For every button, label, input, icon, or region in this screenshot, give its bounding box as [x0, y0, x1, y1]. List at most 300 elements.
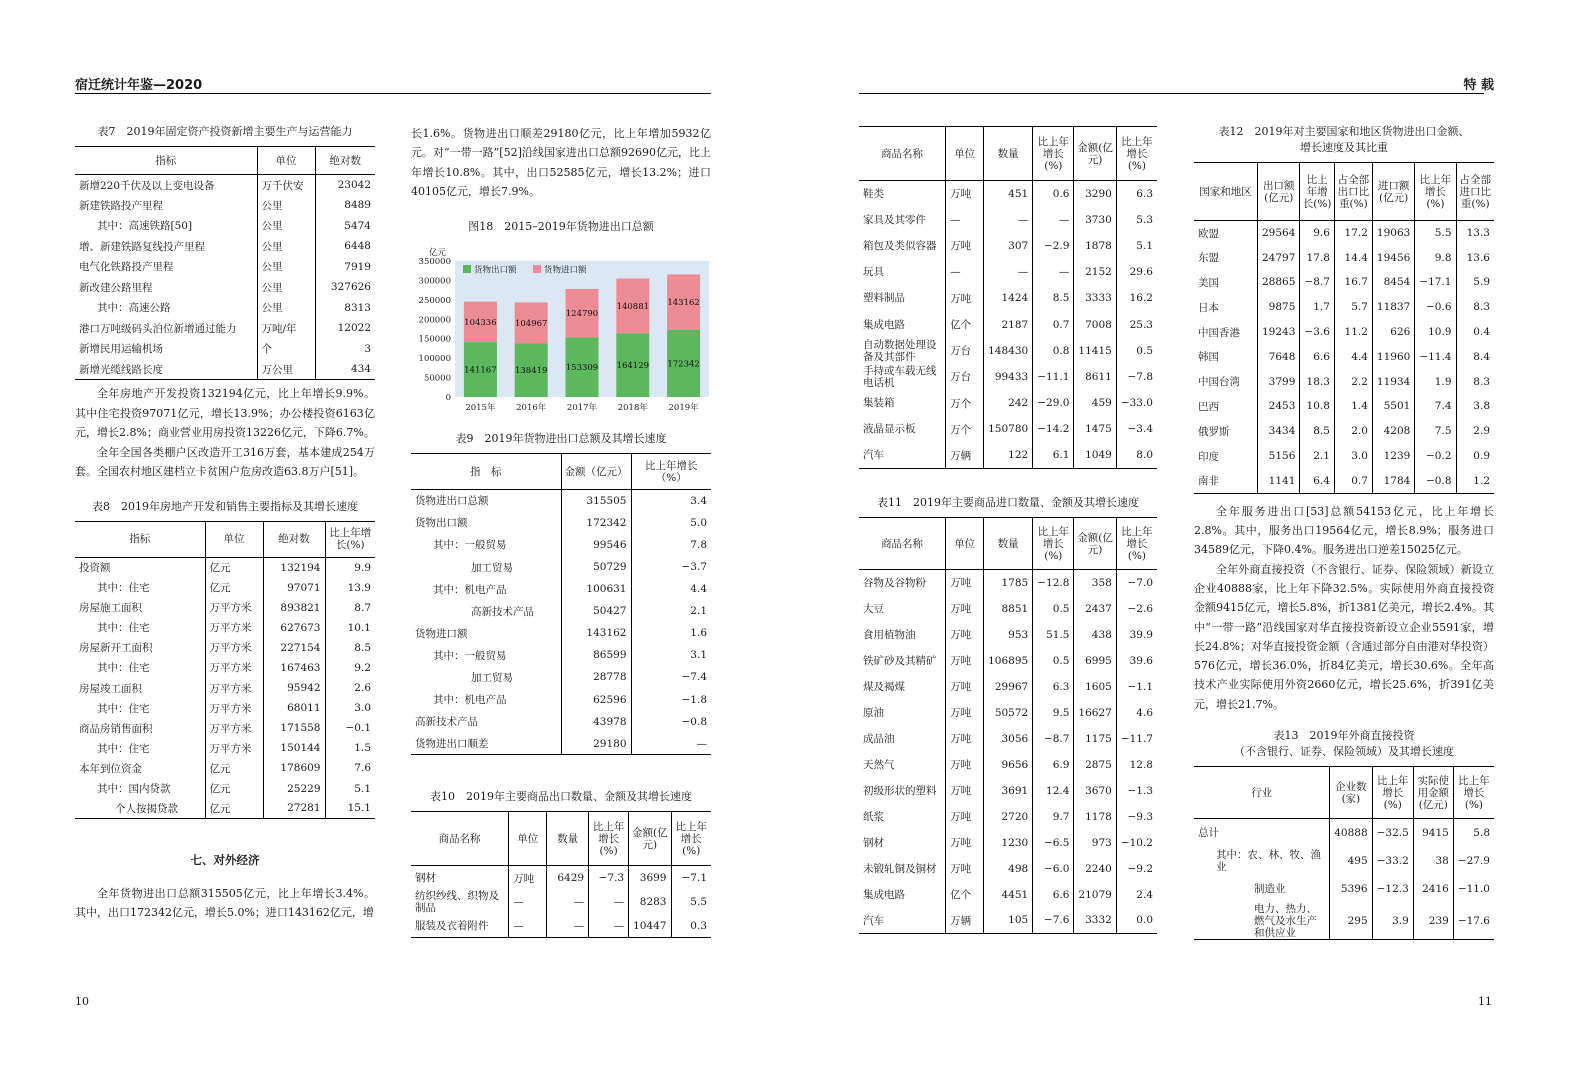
table-cell: 其中：一般贸易 [433, 649, 507, 662]
table-cell: −7.0 [1116, 570, 1157, 596]
page-number-left: 10 [75, 995, 89, 1008]
table-row [75, 799, 375, 819]
table-cell: 5.3 [1116, 207, 1157, 233]
table-cell: 巴西 [1198, 400, 1219, 413]
table-cell: 2.1 [1300, 444, 1335, 469]
table10-header: 数量 [547, 812, 589, 866]
table-cell: −0.8 [1415, 468, 1456, 493]
table-cell: 2187 [984, 311, 1033, 337]
table-cell: 货物出口额 [415, 517, 468, 530]
table-cell: 5.9 [1456, 270, 1494, 295]
table-cell: 万吨 [946, 674, 984, 700]
table-row [411, 711, 711, 733]
table-row [859, 596, 1157, 622]
table12-header: 占全部出口比重(%) [1334, 163, 1372, 221]
table-cell: 2875 [1074, 752, 1116, 778]
table-cell: 万吨 [946, 726, 984, 752]
table-cell: −33.2 [1372, 847, 1413, 875]
table10_cont-header: 数量 [984, 127, 1033, 181]
table-row [75, 758, 375, 778]
table-row [1194, 245, 1494, 270]
table-cell: 新增220千伏及以上变电设备 [79, 179, 215, 192]
table-cell: 18.3 [1300, 369, 1335, 394]
table13 [1194, 766, 1494, 940]
table-cell: 9.8 [1415, 245, 1456, 270]
table-cell: 626 [1372, 320, 1414, 345]
table-cell: 公里 [257, 216, 315, 237]
table-cell: 新建铁路投产里程 [79, 199, 163, 212]
table-cell: 日本 [1198, 301, 1219, 314]
table-cell: 汽车 [863, 914, 884, 927]
table-row [1194, 875, 1494, 903]
table10-header: 单位 [509, 812, 547, 866]
table-cell: 万平方米 [205, 618, 263, 638]
table-cell: 12.4 [1033, 778, 1074, 804]
table-cell: 17.2 [1334, 221, 1372, 246]
table-cell: 9.9 [325, 557, 375, 577]
table-cell: 40888 [1330, 819, 1372, 847]
table-cell: 万台 [946, 364, 984, 390]
table-row [859, 726, 1157, 752]
table-cell: — [509, 890, 547, 914]
table-cell: 1.5 [325, 738, 375, 758]
table-cell: 0.5 [1033, 648, 1074, 674]
table-cell: 0.4 [1456, 320, 1494, 345]
table12-header: 占全部进口比重(%) [1456, 163, 1494, 221]
table-row [859, 752, 1157, 778]
paragraph-trade-cont: 长1.6%。货物进出口顺差29180亿元，比上年增加5932亿元。对“一带一路”[52]沿线国家进出口总额92690亿元，比上年增长10.8%。其中，出口52585亿元，增长13.2%；进口40105亿元，增长7.9%。 [411, 127, 711, 198]
table-row [75, 698, 375, 718]
paragraph-services: 全年服务进出口[53]总额54153亿元，比上年增长2.8%。其中，服务出口19564亿元，增长8.9%；服务进口34589亿元，下降0.4%。服务进出口逆差15025亿元。 [1194, 504, 1494, 557]
table-row [859, 364, 1157, 390]
table-row [75, 658, 375, 678]
table-cell: 122 [984, 442, 1033, 468]
table-cell: 其中：住宅 [97, 742, 150, 755]
table11 [859, 517, 1157, 934]
table-row [1194, 320, 1494, 345]
table10-continued [859, 126, 1157, 469]
table-cell: 8489 [315, 195, 375, 216]
table-cell: 3.1 [631, 644, 711, 666]
table9-caption: 表9 2019年货物进出口总额及其增长速度 [455, 432, 667, 446]
export-data-label: 164129 [616, 361, 650, 372]
table-cell: 钢材 [863, 837, 884, 850]
table-cell: 增、新建铁路复线投产里程 [79, 240, 205, 253]
table8-header: 绝对数 [263, 521, 325, 557]
table-cell: 68011 [263, 698, 325, 718]
import-data-label: 124790 [565, 309, 599, 320]
y-tick-label: 0 [445, 393, 451, 404]
table-cell: 亿元 [205, 557, 263, 577]
table-cell: — [1033, 259, 1074, 285]
table-cell: 液晶显示板 [863, 423, 916, 436]
section-title: 七、对外经济 [190, 853, 260, 868]
table-cell: 1.2 [1456, 468, 1494, 493]
table-cell: 亿个 [946, 311, 984, 337]
table-cell: 99546 [561, 534, 631, 556]
table-cell: 8.7 [325, 598, 375, 618]
table-cell: 大豆 [863, 603, 884, 616]
table-cell: 6995 [1074, 648, 1116, 674]
table-cell: 28778 [561, 666, 631, 688]
right-column-b [1194, 124, 1494, 940]
table-cell: 495 [1330, 847, 1372, 875]
y-tick-label: 50000 [423, 373, 451, 384]
table-cell: 10.8 [1300, 394, 1335, 419]
table-cell: 1784 [1372, 468, 1414, 493]
table-cell: 自动数据处理设备及其部件 [863, 338, 937, 363]
table-cell: 万吨 [946, 570, 984, 596]
table-row [859, 259, 1157, 285]
table-cell: 天然气 [863, 759, 895, 772]
table-row [1194, 444, 1494, 469]
table-cell: 12022 [315, 318, 375, 339]
table-cell: 242 [984, 390, 1033, 416]
table-row [1194, 270, 1494, 295]
table-cell: 178609 [263, 758, 325, 778]
table-cell: 3.8 [1456, 394, 1494, 419]
table-row [75, 339, 375, 360]
table-cell: 万千伏安 [257, 175, 315, 196]
table-cell: 制造业 [1254, 882, 1286, 895]
table-cell: −6.0 [1033, 856, 1074, 882]
y-tick-label: 250000 [418, 296, 451, 307]
table-cell: 服装及衣着附件 [415, 919, 489, 932]
table-cell: 17.8 [1300, 245, 1335, 270]
table-row [859, 648, 1157, 674]
table-cell: 434 [315, 359, 375, 380]
table-row [75, 318, 375, 339]
table-cell: 0.7 [1334, 468, 1372, 493]
table-cell: 万吨 [509, 866, 547, 890]
table-cell: 电力、热力、燃气及水生产和供应业 [1254, 902, 1317, 939]
table-cell: 143162 [561, 622, 631, 644]
table-cell: 食用植物油 [863, 629, 916, 642]
table-row [1194, 903, 1494, 940]
table-cell: 2437 [1074, 596, 1116, 622]
table-cell: 初级形状的塑料 [863, 785, 937, 798]
table-cell: 39.6 [1116, 648, 1157, 674]
table-cell: 万吨 [946, 778, 984, 804]
table-cell: 2152 [1074, 259, 1116, 285]
table-cell: 8.5 [1300, 419, 1335, 444]
table-cell: −12.3 [1372, 875, 1413, 903]
table-cell: −0.2 [1415, 444, 1456, 469]
table12 [1194, 162, 1494, 494]
table-cell: 南非 [1198, 475, 1219, 488]
table8-header: 单位 [205, 521, 263, 557]
table-cell: −17.6 [1453, 903, 1494, 940]
table-cell: 其中：住宅 [97, 582, 150, 595]
table-cell: 25229 [263, 779, 325, 799]
table9-header: 金额（亿元） [561, 454, 631, 490]
table-cell: 358 [1074, 570, 1116, 596]
table-cell: 50729 [561, 556, 631, 578]
table-cell: 11415 [1074, 338, 1116, 364]
table-cell: 公里 [257, 195, 315, 216]
table-cell: 6.6 [1300, 344, 1335, 369]
table-cell: 6.1 [1033, 442, 1074, 468]
table-row [411, 534, 711, 556]
table-cell: 万吨 [946, 285, 984, 311]
page-number-right: 11 [1478, 995, 1492, 1008]
table-cell: 5.0 [631, 512, 711, 534]
table-cell: 其中：住宅 [97, 662, 150, 675]
table-cell: 5.7 [1334, 295, 1372, 320]
table-row [1194, 295, 1494, 320]
table-cell: 9.7 [1033, 804, 1074, 830]
table-cell: 1475 [1074, 416, 1116, 442]
table10_cont-header: 金额(亿元) [1074, 127, 1116, 181]
table-cell: 5.8 [1453, 819, 1494, 847]
table-cell: 公里 [257, 277, 315, 298]
table9 [411, 453, 711, 755]
table-cell: 其中：机电产品 [433, 583, 507, 596]
table-cell: 1175 [1074, 726, 1116, 752]
table-cell: 3670 [1074, 778, 1116, 804]
table-cell: 4.4 [631, 578, 711, 600]
left-column-a [75, 124, 375, 923]
table-cell: 房屋竣工面积 [79, 682, 142, 695]
table-cell: −7.1 [671, 866, 711, 890]
table-cell: −3.7 [631, 556, 711, 578]
table-cell: 11960 [1372, 344, 1414, 369]
bar-chart [411, 239, 711, 417]
table-cell: 6429 [547, 866, 589, 890]
table-cell: 7.4 [1415, 394, 1456, 419]
table-cell: 新改建公路里程 [79, 281, 153, 294]
table-cell: 万平方米 [205, 678, 263, 698]
table-cell: 0.9 [1456, 444, 1494, 469]
table-cell: 39.9 [1116, 622, 1157, 648]
table-row [859, 700, 1157, 726]
table-cell: −7.8 [1116, 364, 1157, 390]
table-cell: −7.6 [1033, 908, 1074, 934]
table-cell: 1785 [984, 570, 1033, 596]
table-cell: 29967 [984, 674, 1033, 700]
table-row [859, 390, 1157, 416]
table-cell: — [1033, 207, 1074, 233]
table11-header: 单位 [946, 518, 984, 570]
table8-header: 比上年增长(%) [325, 521, 375, 557]
table-row [859, 181, 1157, 207]
table-cell: 未锻轧铜及铜材 [863, 863, 937, 876]
table-cell: 万个 [946, 416, 984, 442]
figure18-caption: 图18 2015–2019年货物进出口总额 [468, 220, 654, 234]
table-row [75, 175, 375, 196]
x-tick-label: 2018年 [617, 403, 648, 414]
table-cell: 1178 [1074, 804, 1116, 830]
table-cell: 6.3 [1033, 674, 1074, 700]
table-cell: −0.6 [1415, 295, 1456, 320]
table-cell: 万平方米 [205, 598, 263, 618]
table-cell: 亿元 [205, 799, 263, 819]
table-row [859, 778, 1157, 804]
table-cell: 3699 [629, 866, 671, 890]
right-column-a [859, 126, 1157, 934]
y-tick-label: 300000 [418, 276, 451, 287]
table-cell: 亿个 [946, 882, 984, 908]
table-cell: — [589, 914, 629, 938]
table-row [859, 882, 1157, 908]
table-cell: 新增光缆线路长度 [79, 363, 163, 376]
table13-header: 比上年增长(%) [1372, 767, 1413, 819]
table-cell: 3799 [1258, 369, 1300, 394]
table11-header: 比上年增长(%) [1116, 518, 1157, 570]
table-row [1194, 221, 1494, 246]
table-cell: 商品房销售面积 [79, 722, 153, 735]
export-data-label: 141167 [464, 365, 497, 376]
table-row [859, 416, 1157, 442]
table-row [859, 908, 1157, 934]
table-cell: 万吨 [946, 181, 984, 207]
table-cell: 万平方米 [205, 658, 263, 678]
figure18-chart [411, 239, 711, 417]
table-cell: 19063 [1372, 221, 1414, 246]
table-cell: 成品油 [863, 733, 895, 746]
table-row [75, 618, 375, 638]
table-cell: −33.0 [1116, 390, 1157, 416]
table-cell: 2.1 [631, 600, 711, 622]
table13-header: 企业数(家) [1330, 767, 1372, 819]
table-row [75, 598, 375, 618]
table-cell: 3.0 [1334, 444, 1372, 469]
table-row [859, 207, 1157, 233]
table-cell: 3332 [1074, 908, 1116, 934]
table-cell: 0.0 [1116, 908, 1157, 934]
table-cell: 973 [1074, 830, 1116, 856]
table11-header: 数量 [984, 518, 1033, 570]
table-cell: 万辆 [946, 442, 984, 468]
table-cell: 19456 [1372, 245, 1414, 270]
table-cell: — [547, 890, 589, 914]
table-cell: 3 [315, 339, 375, 360]
table-cell: 亿元 [205, 758, 263, 778]
table-row [75, 557, 375, 577]
table-cell: 29.6 [1116, 259, 1157, 285]
table-cell: 2240 [1074, 856, 1116, 882]
table11-caption: 表11 2019年主要商品进口数量、金额及其增长速度 [877, 496, 1139, 510]
table-row [859, 674, 1157, 700]
y-axis-label: 亿元 [429, 248, 447, 259]
table-cell: 中国台湾 [1198, 376, 1240, 389]
table-cell: 23042 [315, 175, 375, 196]
table-cell: 50572 [984, 700, 1033, 726]
table13-header: 行业 [1194, 767, 1330, 819]
import-data-label: 143162 [667, 298, 700, 309]
table-row [1194, 344, 1494, 369]
table-cell: 5.5 [1415, 221, 1456, 246]
x-tick-label: 2015年 [465, 403, 496, 414]
table-cell: 3691 [984, 778, 1033, 804]
table-cell: 13.6 [1456, 245, 1494, 270]
table-cell: −7.3 [589, 866, 629, 890]
table-cell: 5.5 [671, 890, 711, 914]
table-cell: 12.8 [1116, 752, 1157, 778]
table-cell: 万平方米 [205, 738, 263, 758]
table10-header: 比上年增长(%) [589, 812, 629, 866]
table-cell: 万吨 [946, 233, 984, 259]
table-row [859, 804, 1157, 830]
table-cell: 8283 [629, 890, 671, 914]
table11-header: 商品名称 [859, 518, 946, 570]
table-row [75, 298, 375, 319]
table-cell: 10.1 [325, 618, 375, 638]
table-cell: −32.5 [1372, 819, 1413, 847]
table-cell: −29.0 [1033, 390, 1074, 416]
table-row [75, 678, 375, 698]
table-row [411, 512, 711, 534]
table-cell: 3730 [1074, 207, 1116, 233]
table-cell: 227154 [263, 638, 325, 658]
table-cell: 100631 [561, 578, 631, 600]
table9-header: 指 标 [411, 454, 561, 490]
table-cell: 7.8 [631, 534, 711, 556]
table12-header: 国家和地区 [1194, 163, 1258, 221]
table-row [411, 866, 711, 890]
table-row [411, 556, 711, 578]
table-cell: 万平方米 [205, 698, 263, 718]
table-row [859, 570, 1157, 596]
table-cell: 4.4 [1334, 344, 1372, 369]
table-cell: 1605 [1074, 674, 1116, 700]
table-cell: 148430 [984, 338, 1033, 364]
table-cell: 24797 [1258, 245, 1300, 270]
x-tick-label: 2016年 [516, 403, 547, 414]
table-cell: 纸浆 [863, 811, 884, 824]
table-cell: 132194 [263, 557, 325, 577]
table-cell: 其中：高速公路 [97, 302, 171, 315]
table-row [1194, 419, 1494, 444]
table-cell: 6.3 [1116, 181, 1157, 207]
table-cell: 5.1 [1116, 233, 1157, 259]
import-data-label: 104967 [514, 319, 548, 330]
table-cell: 19243 [1258, 320, 1300, 345]
table12-header: 比上年增长(%) [1300, 163, 1335, 221]
y-tick-label: 100000 [418, 354, 451, 365]
table-row [75, 779, 375, 799]
table-row [75, 216, 375, 237]
table-cell: 5396 [1330, 875, 1372, 903]
table-cell: 万吨 [946, 804, 984, 830]
table-cell: −8.7 [1033, 726, 1074, 752]
table-cell: 集装箱 [863, 397, 895, 410]
table-row [859, 442, 1157, 468]
table-cell: 谷物及谷物粉 [863, 577, 926, 590]
table-row [859, 311, 1157, 337]
table-cell: 50427 [561, 600, 631, 622]
table10_cont-header: 比上年增长(%) [1033, 127, 1074, 181]
table-cell: 7.5 [1415, 419, 1456, 444]
y-tick-label: 150000 [418, 334, 451, 345]
table-cell: 亿元 [205, 779, 263, 799]
import-data-label: 104336 [464, 318, 497, 329]
table10 [411, 811, 711, 938]
table-cell: 2.0 [1334, 419, 1372, 444]
table-cell: 10447 [629, 914, 671, 938]
table-cell: 货物进出口顺差 [415, 738, 489, 751]
table-cell: 本年到位资金 [79, 762, 142, 775]
table-cell: 8851 [984, 596, 1033, 622]
table-row [1194, 847, 1494, 875]
table-row [411, 666, 711, 688]
table-cell: 9.5 [1033, 700, 1074, 726]
table-cell: 万平方米 [205, 718, 263, 738]
table-row [411, 578, 711, 600]
table-cell: 25.3 [1116, 311, 1157, 337]
table-cell: 高新技术产品 [415, 716, 478, 729]
table-cell: 15.1 [325, 799, 375, 819]
